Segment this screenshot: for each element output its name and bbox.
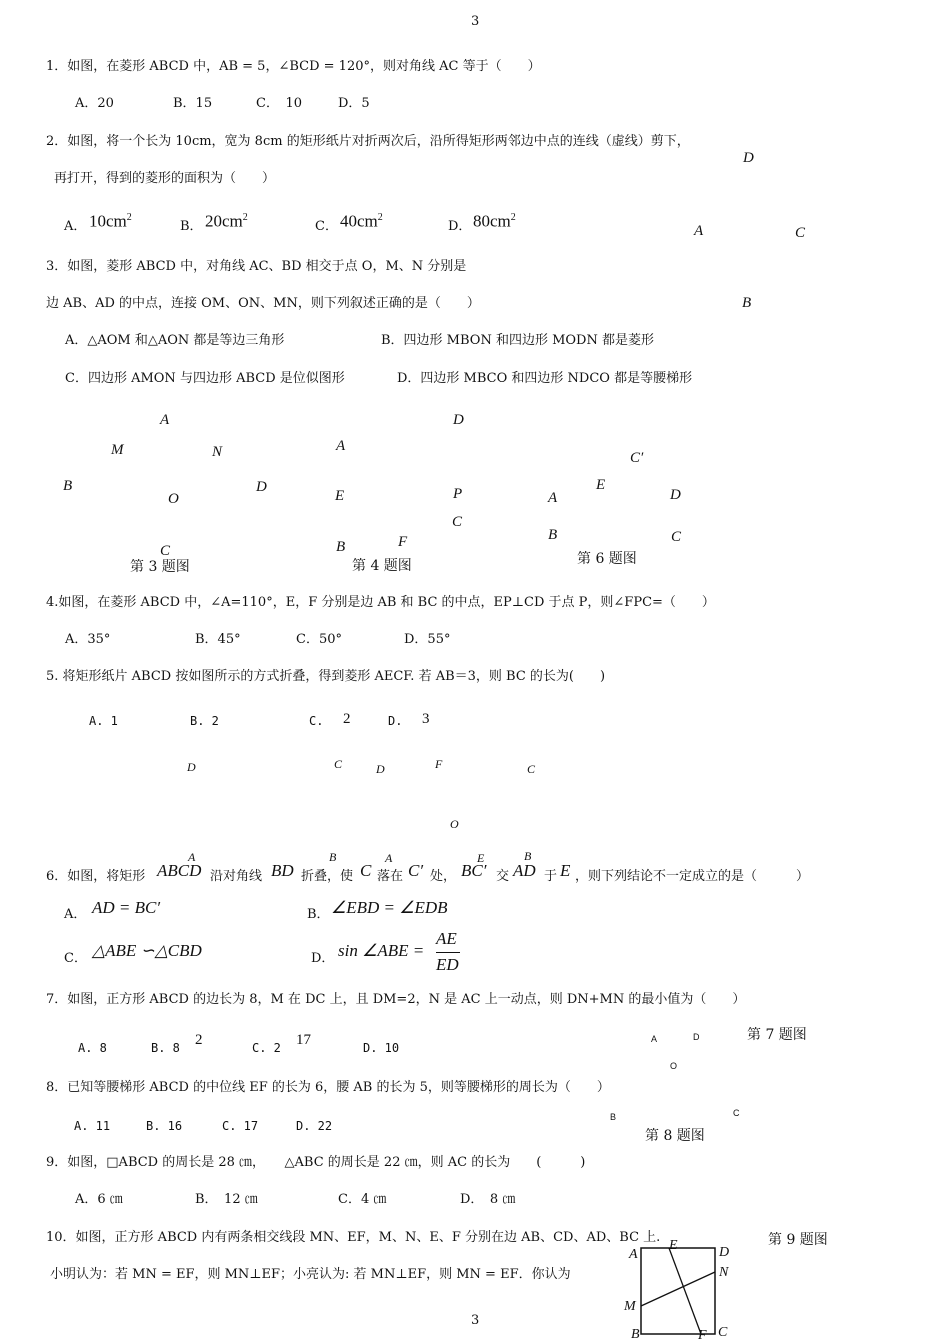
- fig5-label-a2: A: [385, 851, 393, 865]
- page-number-bottom: 3: [471, 1313, 480, 1328]
- q2-stem-line1: 2．如图，将一个长为 10cm，宽为 8cm 的矩形纸片对折两次后，沿所得矩形两邻边中点的连线（虚线）剪下，: [46, 134, 690, 149]
- fig4-label-d: D: [453, 412, 464, 428]
- q6-mid2: 折叠，使: [301, 869, 354, 884]
- q6-option-b: ∠EBD = ∠EDB: [331, 898, 448, 917]
- q6-bcprime: BC′: [461, 861, 487, 880]
- fig4-label-b: B: [336, 539, 346, 555]
- fig6-label-d: D: [670, 487, 681, 503]
- q6-e: E: [560, 861, 571, 880]
- q2-option-b-value: $20cm^2$: [205, 211, 248, 231]
- q9-stem: 9．如图，□ABCD 的周长是 28 ㎝， △ABC 的周长是 22 ㎝，则 AC 的长为 ( ): [46, 1155, 586, 1170]
- caption-fig3: 第 3 题图: [130, 559, 190, 575]
- q4-option-b: B．45°: [195, 632, 241, 647]
- q8-option-a: A. 11: [74, 1119, 111, 1133]
- q6-c: C: [360, 861, 372, 880]
- q5-option-c-value: 2: [343, 711, 351, 727]
- fig10-label-d: D: [719, 1245, 730, 1260]
- fig6-label-a: A: [548, 490, 558, 506]
- caption-fig8: 第 8 题图: [645, 1128, 705, 1144]
- fig6-label-cprime: C′: [630, 450, 644, 466]
- q3-option-b: B．四边形 MBON 和四边形 MODN 都是菱形: [381, 333, 654, 348]
- caption-fig9: 第 9 题图: [768, 1232, 828, 1248]
- q8-option-d: D. 22: [296, 1119, 333, 1133]
- fig7-label-a: A: [651, 1034, 658, 1044]
- q10-stem-line1: 10．如图，正方形 ABCD 内有两条相交线段 MN、EF，M、N、E、F 分别在边 AB、CD、AD、BC 上.: [46, 1230, 661, 1245]
- q4-option-c: C．50°: [296, 632, 342, 647]
- q2-option-b-letter: B．: [180, 219, 203, 234]
- q5-option-d-letter: D.: [388, 714, 403, 728]
- q6-abcd: ABCD: [157, 861, 202, 880]
- q6-option-d-letter: D．: [311, 951, 335, 966]
- fig5-label-c1: C: [334, 757, 343, 771]
- page-number-top: 3: [471, 14, 480, 29]
- q2-option-d-letter: D．: [448, 219, 472, 234]
- fig3-label-d: D: [256, 479, 267, 495]
- q5-option-b: B. 2: [190, 714, 219, 728]
- q2-fig-label-b: B: [742, 295, 752, 311]
- q8-stem: 8．已知等腰梯形 ABCD 的中位线 EF 的长为 6，腰 AB 的长为 5，则等腰梯形的周长为（ ）: [46, 1080, 610, 1095]
- q6-mid4: 处，: [430, 869, 457, 884]
- fig5-label-e: E: [477, 851, 485, 865]
- q6-bd: BD: [271, 861, 294, 880]
- q6-cprime: C′: [408, 861, 424, 880]
- caption-fig6: 第 6 题图: [577, 551, 637, 567]
- q2-option-a-letter: A．: [64, 219, 87, 234]
- q6-stem-suffix: ，则下列结论不一定成立的是（ ）: [575, 869, 810, 884]
- caption-fig4: 第 4 题图: [352, 558, 412, 574]
- q9-option-b: B． 12 ㎝: [195, 1192, 258, 1207]
- segment-mn: [641, 1272, 715, 1306]
- q7-option-d: D. 10: [363, 1041, 400, 1055]
- fig3-label-a: A: [160, 412, 170, 428]
- q10-stem-line2: 小明认为：若 MN = EF，则 MN⊥EF；小亮认为: 若 MN⊥EF，则 MN = EF．你认为: [50, 1267, 571, 1282]
- fig4-label-e: E: [335, 488, 345, 504]
- fig10-label-f: F: [698, 1328, 707, 1343]
- fig6-label-c: C: [671, 529, 682, 545]
- fig7-label-d: D: [693, 1032, 700, 1042]
- fig5-label-o: O: [450, 817, 459, 831]
- fig4-label-f: F: [398, 534, 408, 550]
- fig5-label-f: F: [435, 757, 443, 771]
- fig10-label-e: E: [669, 1238, 678, 1253]
- fig10-label-c: C: [718, 1325, 728, 1340]
- fig4-label-a: A: [336, 438, 346, 454]
- q5-option-d-value: 3: [422, 711, 430, 727]
- q7-option-a: A. 8: [78, 1041, 107, 1055]
- fig7-label-c: C: [733, 1108, 740, 1118]
- q3-option-c: C．四边形 AMON 与四边形 ABCD 是位似图形: [65, 371, 345, 386]
- q6-option-d-denominator: ED: [436, 955, 459, 974]
- q1-option-a: A．20: [75, 96, 114, 111]
- fig6-label-b: B: [548, 527, 558, 543]
- q5-option-a: A. 1: [89, 714, 118, 728]
- fig5-label-a1: A: [188, 850, 196, 864]
- q8-option-c: C. 17: [222, 1119, 259, 1133]
- fig5-label-d1: D: [187, 760, 196, 774]
- q4-option-a: A．35°: [65, 632, 111, 647]
- q4-stem: 4.如图，在菱形 ABCD 中，∠A=110°，E，F 分别是边 AB 和 BC 的中点，EP⊥CD 于点 P，则∠FPC=（ ）: [46, 595, 715, 610]
- q2-option-c-letter: C．: [315, 219, 338, 234]
- q9-option-c: C．4 ㎝: [338, 1192, 387, 1207]
- fig10-label-m: M: [624, 1299, 636, 1314]
- fig6-label-e: E: [596, 477, 606, 493]
- q6-option-c: △ABE ∽△CBD: [92, 941, 202, 960]
- q6-mid1: 沿对角线: [210, 869, 263, 884]
- q2-fig-label-a: A: [694, 223, 704, 239]
- q6-mid5: 交: [496, 869, 510, 884]
- q1-stem: 1．如图，在菱形 ABCD 中，AB = 5，∠BCD = 120°，则对角线 AC 等于（ ）: [46, 59, 541, 74]
- q2-stem-line2: 再打开，得到的菱形的面积为（ ）: [54, 171, 276, 186]
- fig3-label-b: B: [63, 478, 73, 494]
- fig10-label-a: A: [629, 1247, 638, 1262]
- fig3-label-m: M: [111, 442, 124, 458]
- q3-stem-line1: 3．如图，菱形 ABCD 中，对角线 AC、BD 相交于点 O，M、N 分别是: [46, 259, 467, 274]
- fig4-label-p: P: [453, 486, 463, 502]
- q1-option-c: C． 10: [256, 96, 302, 111]
- q1-option-b: B．15: [173, 96, 213, 111]
- q6-option-b-letter: B．: [307, 907, 330, 922]
- q5-option-c-letter: C.: [309, 714, 324, 728]
- fig5-label-b2: B: [524, 849, 532, 863]
- q4-option-d: D．55°: [404, 632, 451, 647]
- caption-fig7: 第 7 题图: [747, 1027, 807, 1043]
- q3-stem-line2: 边 AB、AD 的中点，连接 OM、ON、MN，则下列叙述正确的是（ ）: [46, 296, 480, 311]
- fig5-label-c2: C: [527, 762, 536, 776]
- q6-option-a: AD = BC′: [92, 898, 161, 917]
- q9-option-d: D． 8 ㎝: [460, 1192, 516, 1207]
- q7-stem: 7．如图，正方形 ABCD 的边长为 8，M 在 DC 上，且 DM=2，N 是 AC 上一动点，则 DN+MN 的最小值为（ ）: [46, 992, 746, 1007]
- square-outline: [641, 1248, 715, 1334]
- fig3-label-c: C: [160, 543, 171, 559]
- fig4-label-c: C: [452, 514, 463, 530]
- fig7-label-b: B: [610, 1112, 617, 1122]
- fig7-label-o: O: [670, 1061, 678, 1071]
- q7-option-c-value: 17: [296, 1032, 311, 1048]
- q9-option-a: A．6 ㎝: [75, 1192, 123, 1207]
- q6-option-d-numerator: AE: [436, 929, 457, 948]
- fig3-label-n: N: [212, 444, 223, 460]
- q3-option-a: A．△AOM 和△AON 都是等边三角形: [65, 333, 285, 348]
- q7-option-c-letter: C. 2: [252, 1041, 281, 1055]
- q1-option-d: D．5: [338, 96, 370, 111]
- q2-option-a-value: $10cm^2$: [89, 211, 132, 231]
- q7-option-b-value: 2: [195, 1032, 203, 1048]
- q2-option-c-value: $40cm^2$: [340, 211, 383, 231]
- q6-stem-prefix: 6．如图，将矩形: [46, 869, 146, 884]
- q2-option-d-value: $80cm^2$: [473, 211, 516, 231]
- q6-option-a-letter: A．: [64, 907, 87, 922]
- fig10-label-n: N: [719, 1265, 729, 1280]
- q7-option-b-letter: B. 8: [151, 1041, 180, 1055]
- q3-option-d: D．四边形 MBCO 和四边形 NDCO 都是等腰梯形: [397, 371, 693, 386]
- q6-mid6: 于: [544, 869, 558, 884]
- q6-option-d-prefix: sin ∠ABE =: [338, 941, 425, 960]
- q6-ad: AD: [513, 861, 536, 880]
- fig3-label-o: O: [168, 491, 179, 507]
- q8-option-b: B. 16: [146, 1119, 183, 1133]
- fig10-label-b: B: [631, 1327, 640, 1342]
- q6-mid3: 落在: [377, 869, 404, 884]
- q2-fig-label-d: D: [743, 150, 754, 166]
- fig5-label-b1: B: [329, 850, 337, 864]
- q6-option-c-letter: C．: [64, 951, 87, 966]
- fig5-label-d2: D: [376, 762, 385, 776]
- q2-fig-label-c: C: [795, 225, 806, 241]
- fraction-bar: [436, 952, 460, 953]
- q5-stem: 5. 将矩形纸片 ABCD 按如图所示的方式折叠，得到菱形 AECF. 若 AB＝3，则 BC 的长为( ): [46, 669, 606, 684]
